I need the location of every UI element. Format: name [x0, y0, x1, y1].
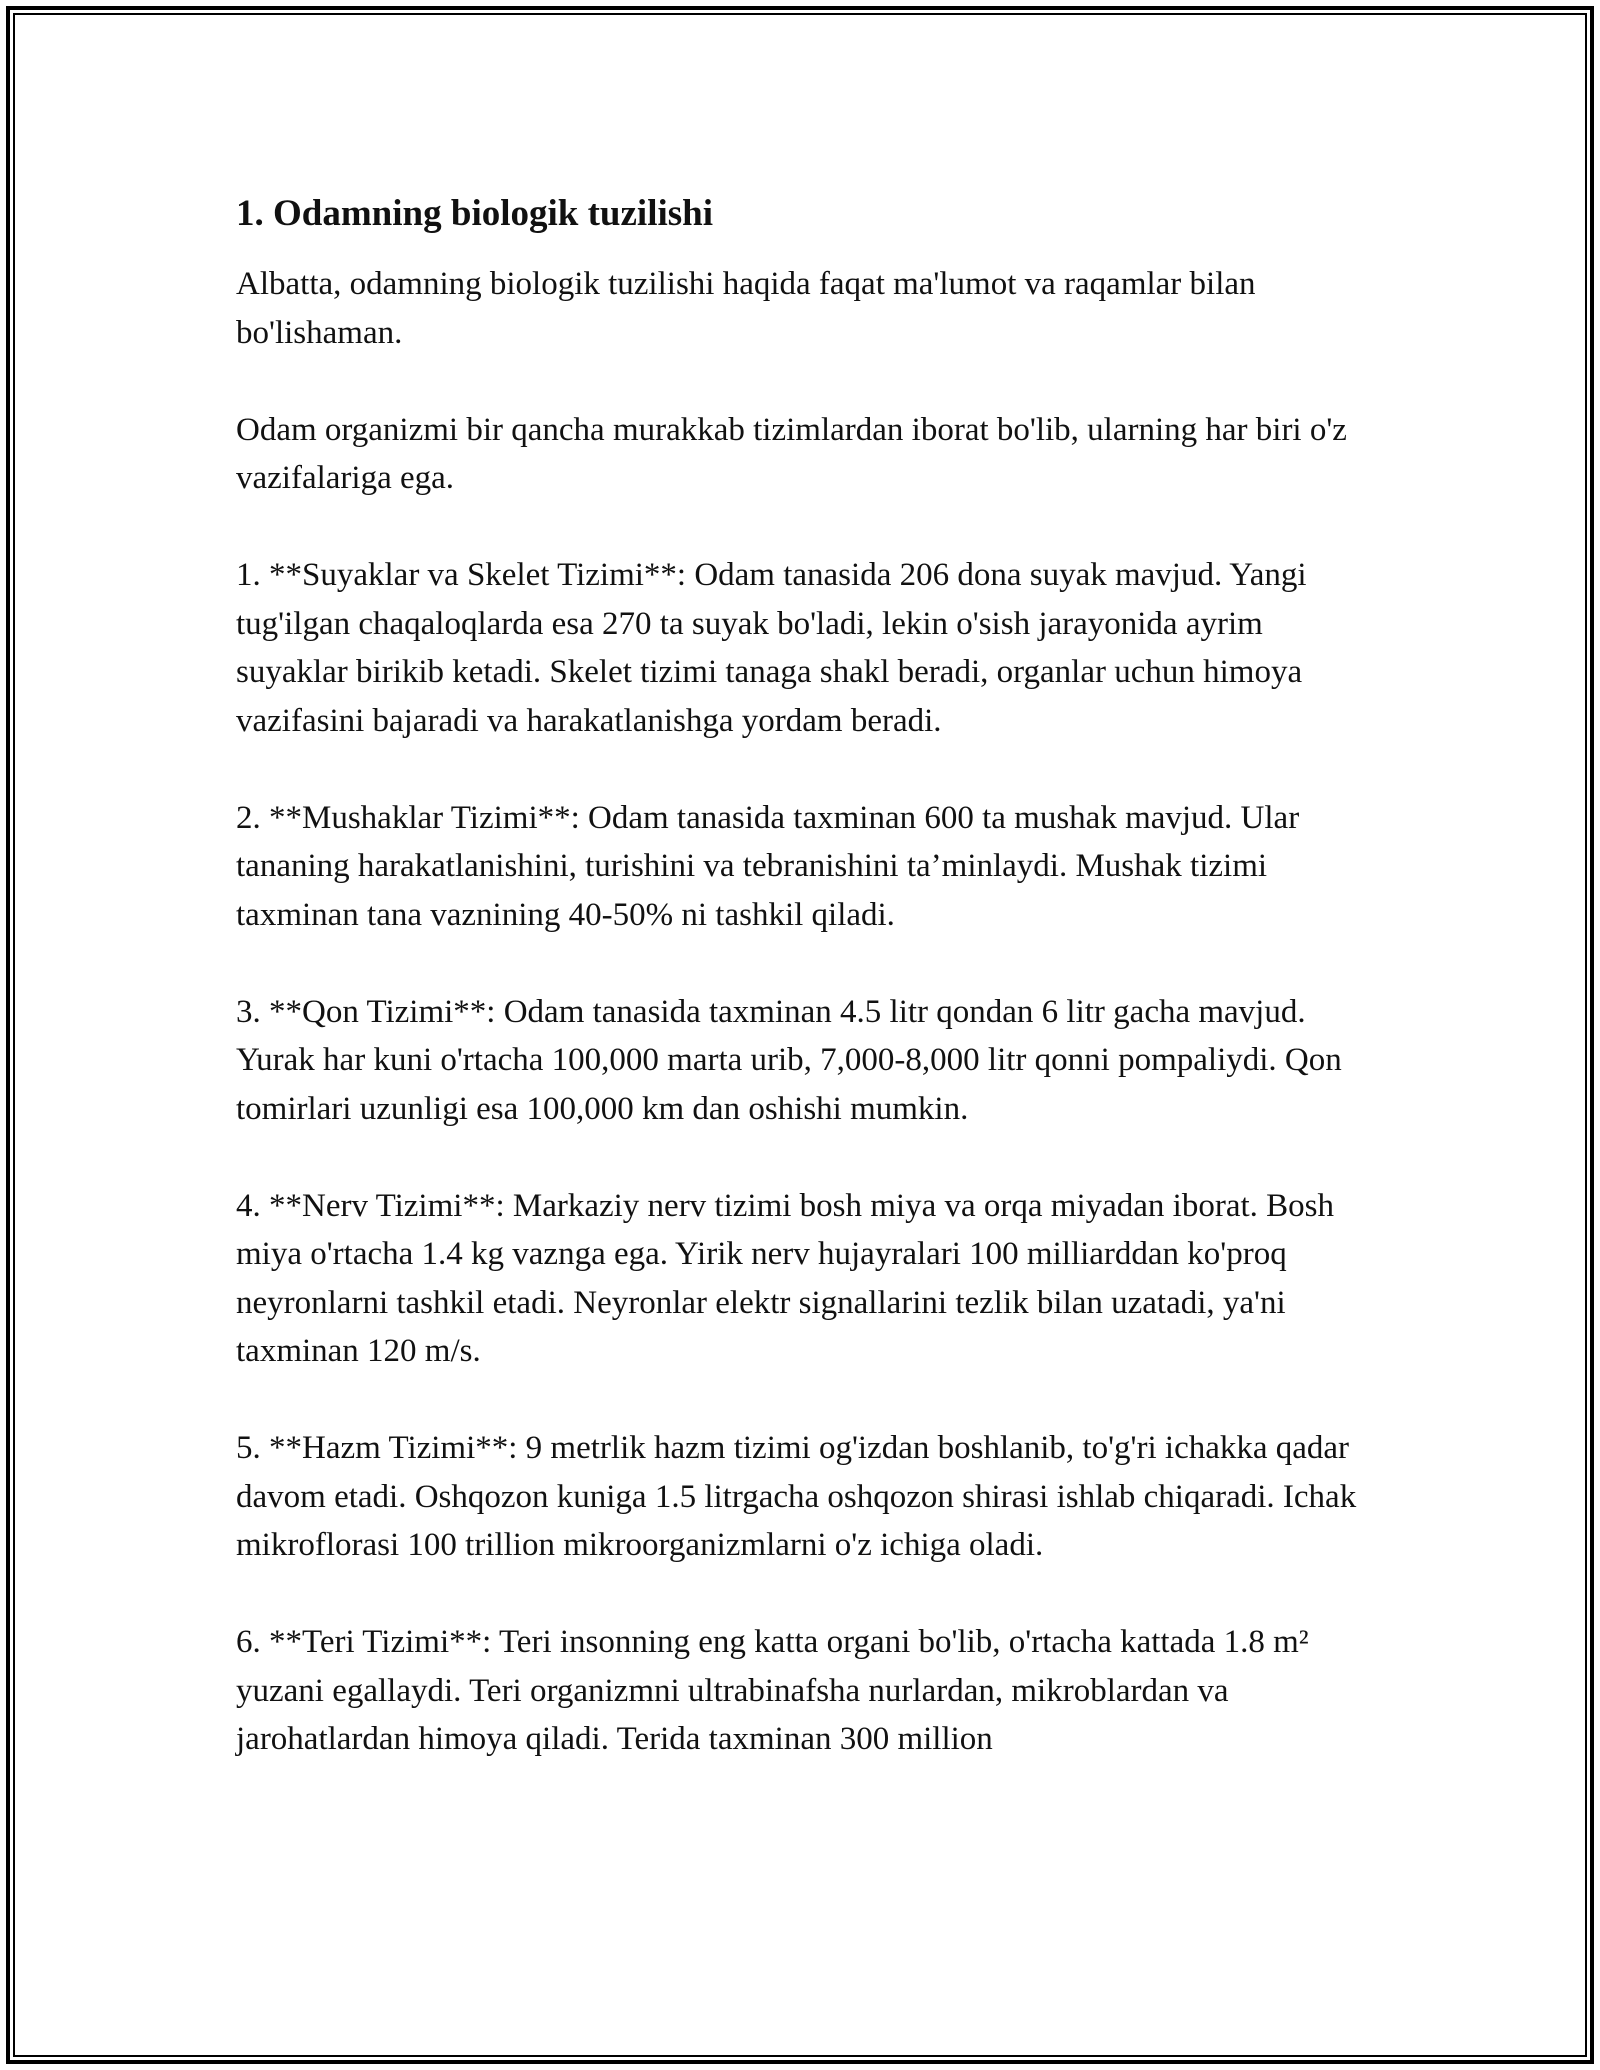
paragraph-nervous-system: 4. **Nerv Tizimi**: Markaziy nerv tizimi bosh miya va orqa miyadan iborat. Bosh miya o'rtacha 1.4 kg vaznga ega. Yirik nerv hujayralari 100 milliarddan ko'proq neyronlarni tashkil etadi. Neyronlar elektr signallarini tezlik bilan uzatadi, ya'ni taxminan 120 m/s. — [236, 1187, 1334, 1369]
paragraph-skeletal-system: 1. **Suyaklar va Skelet Tizimi**: Odam tanasida 206 dona suyak mavjud. Yangi tug'ilgan chaqaloqlarda esa 270 ta suyak bo'ladi, lekin o'sish jarayonida ayrim suyaklar birikib ketadi. Skelet tizimi tanaga shakl beradi, organlar uchun himoya vazifasini bajaradi va harakatlanishga yordam beradi. — [236, 557, 1307, 739]
document-title: 1. Odamning biologik tuzilishi — [236, 193, 714, 234]
document-body — [236, 188, 1366, 1764]
paragraph-muscular-system: 2. **Mushaklar Tizimi**: Odam tanasida taxminan 600 ta mushak mavjud. Ular tananing harakatlanishini, turishini va tebranishini ta’minlaydi. Mushak tizimi taxminan tana vaznining 40-50% ni tashkil qiladi. — [236, 799, 1300, 933]
paragraph-digestive-system: 5. **Hazm Tizimi**: 9 metrlik hazm tizimi og'izdan boshlanib, to'g'ri ichakka qadar davom etadi. Oshqozon kuniga 1.5 litrgacha oshqozon shirasi ishlab chiqaradi. Ichak mikroflorasi 100 trillion mikroorganizmlarni o'z ichiga oladi. — [236, 1430, 1357, 1563]
paragraph-intro: Albatta, odamning biologik tuzilishi haqida faqat ma'lumot va raqamlar bilan bo'lishaman. — [236, 266, 1256, 351]
paragraph-circulatory-system: 3. **Qon Tizimi**: Odam tanasida taxminan 4.5 litr qondan 6 litr gacha mavjud. Yurak har kuni o'rtacha 100,000 marta urib, 7,000-8,000 litr qonni pompaliydi. Qon tomirlari uzunligi esa 100,000 km dan oshishi mumkin. — [236, 993, 1342, 1127]
paragraph-skin-system: 6. **Teri Tizimi**: Teri insonning eng katta organi bo'lib, o'rtacha kattada 1.8 m² yuzani egallaydi. Teri organizmni ultrabinafsha nurlardan, mikroblardan va jarohatlardan himoya qiladi. Terida taxminan 300 million — [236, 1624, 1309, 1757]
paragraph-overview: Odam organizmi bir qancha murakkab tizimlardan iborat bo'lib, ularning har biri o'z vazifalariga ega. — [236, 411, 1347, 496]
